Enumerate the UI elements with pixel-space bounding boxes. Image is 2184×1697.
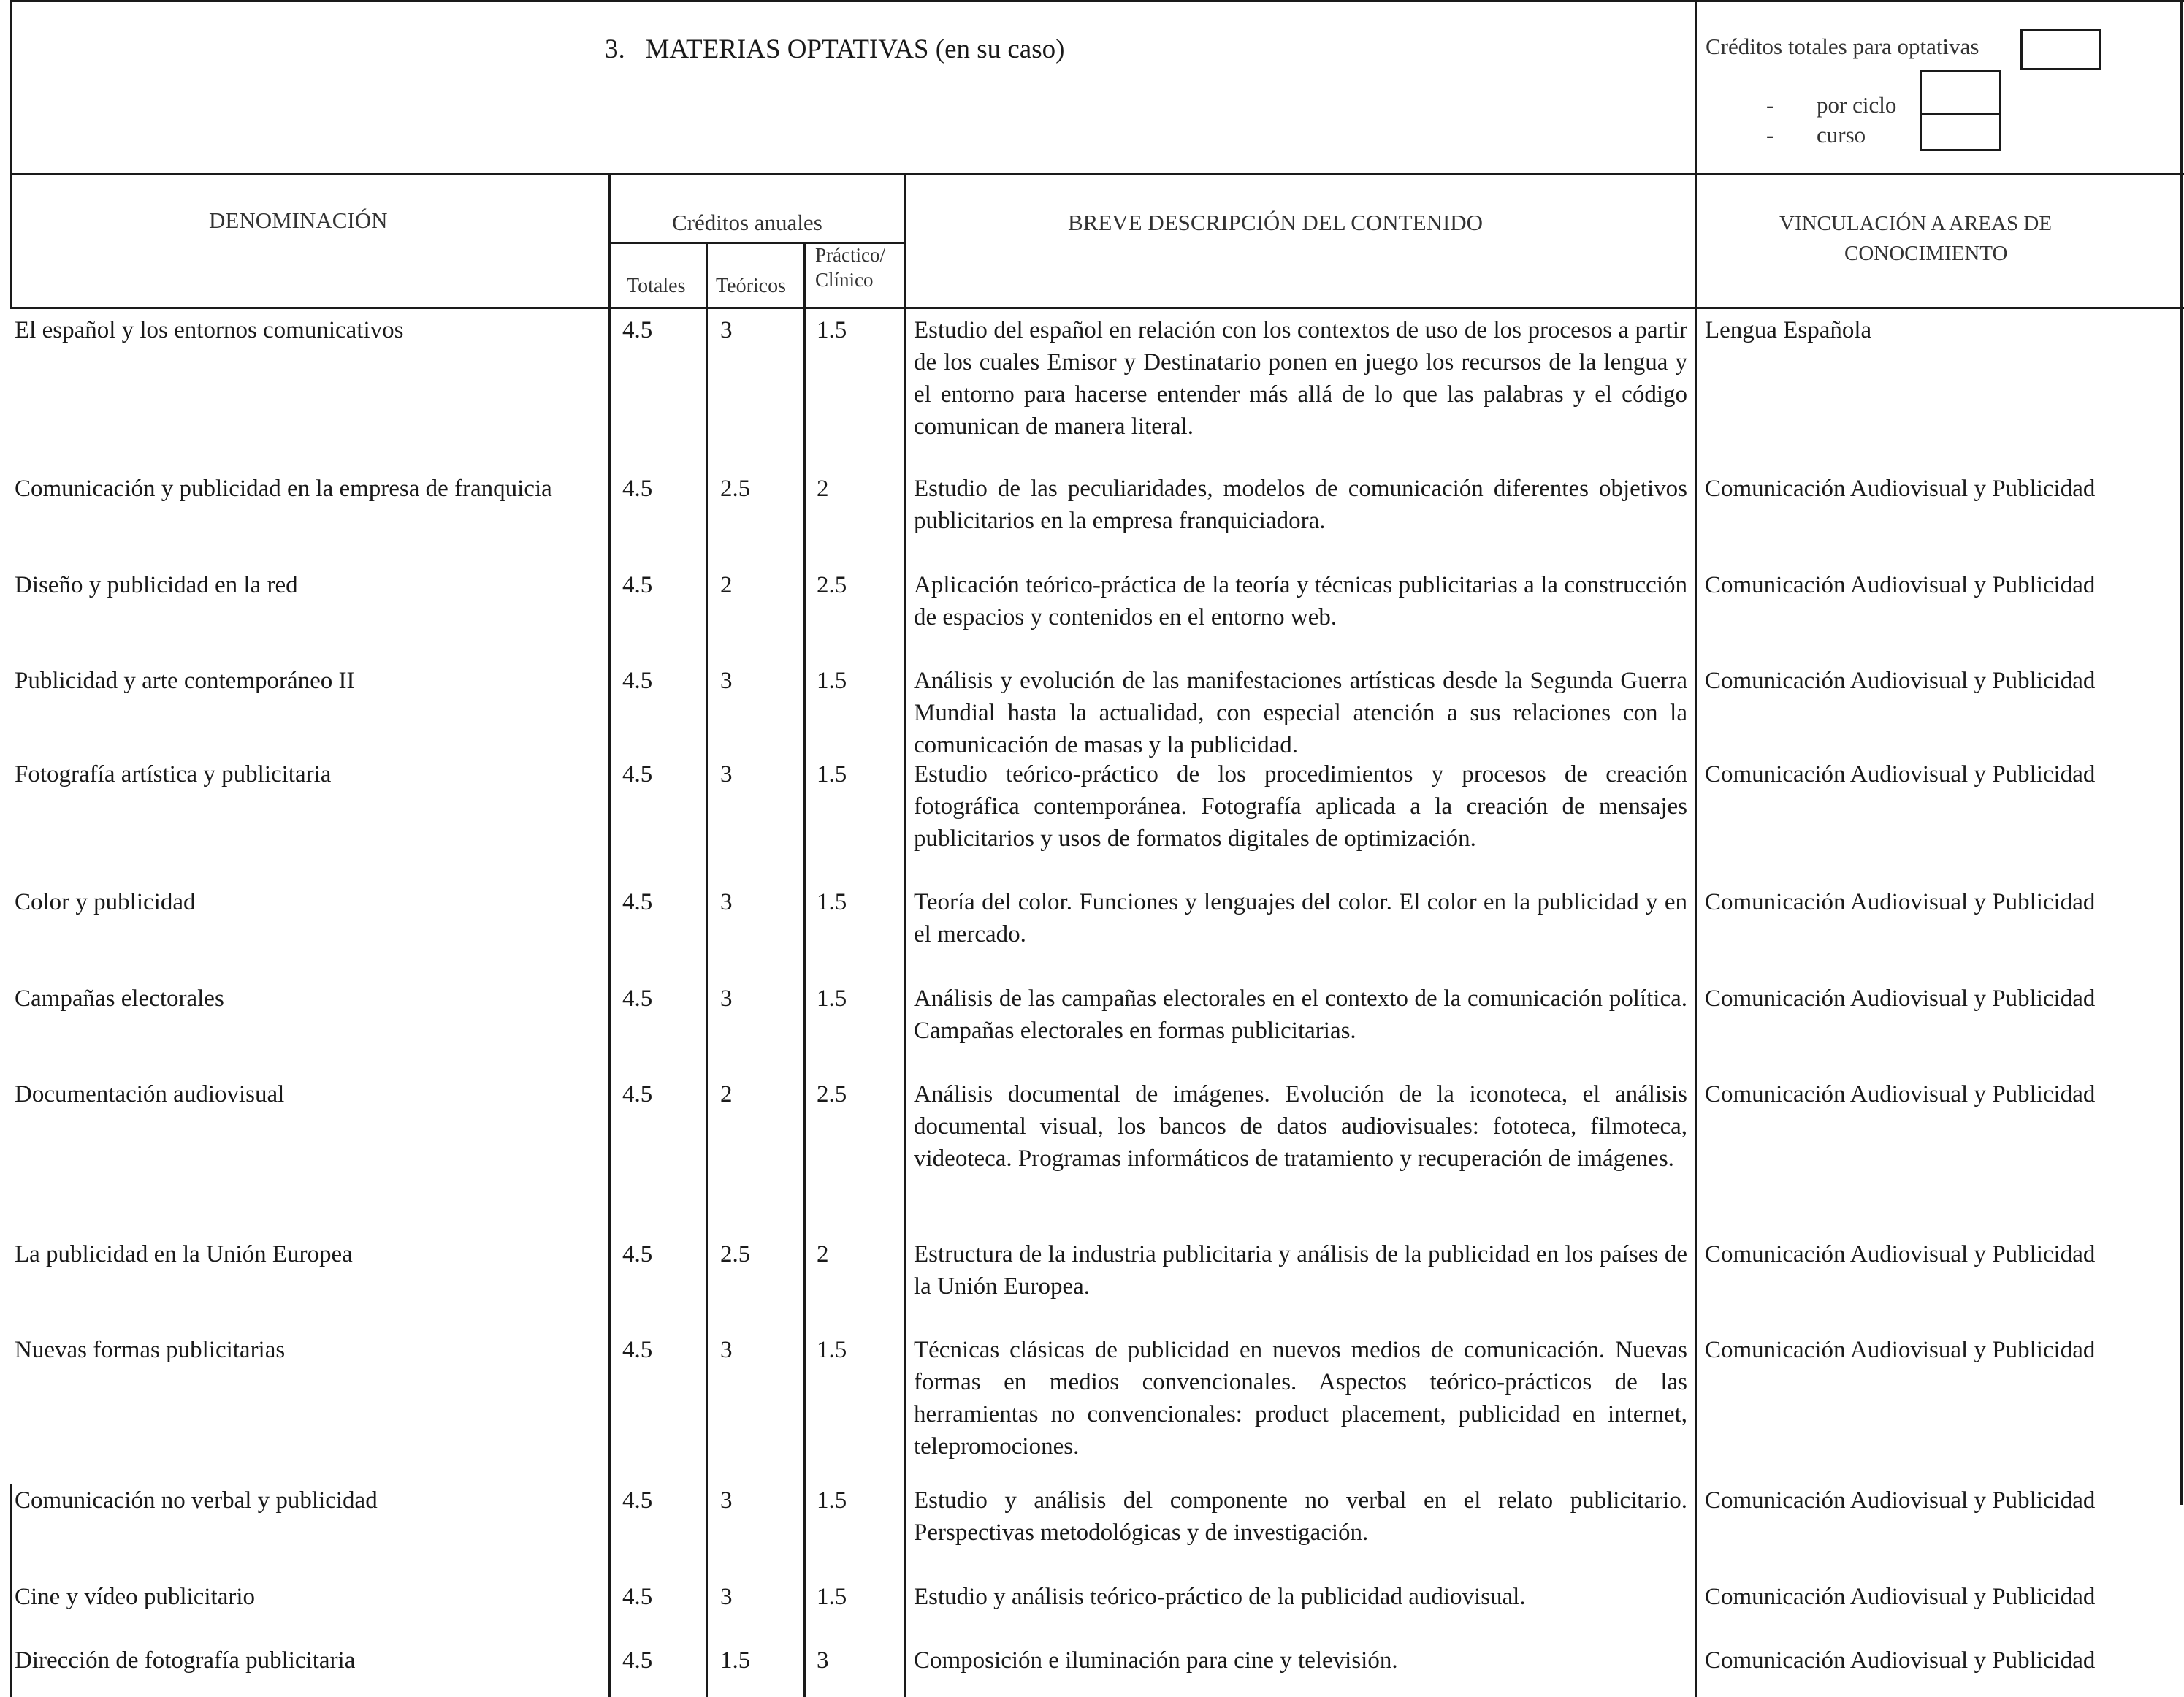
subject-description: Análisis documental de imágenes. Evolución de la iconoteca, el análisis documental visual, los bancos de datos audiovisuales: fototeca, filmoteca, videoteca. Programas informáticos de tratamiento y recuperación de imágenes.: [914, 1081, 1687, 1172]
header-descripcion: BREVE DESCRIPCIÓN DEL CONTENIDO: [1068, 210, 1484, 235]
credits-theory: 3: [720, 317, 733, 343]
rule-header-bottom: [10, 307, 2184, 309]
subject-description: Estudio y análisis teórico-práctico de la publicidad audiovisual.: [914, 1584, 1526, 1610]
credits-theory: 2: [720, 572, 733, 598]
knowledge-area: Comunicación Audiovisual y Publicidad: [1705, 1241, 2096, 1267]
rule-left-border: [10, 0, 12, 308]
subject-name: Campañas electorales: [15, 985, 224, 1012]
knowledge-area: Comunicación Audiovisual y Publicidad: [1705, 985, 2096, 1012]
header-creditos-anuales: Créditos anuales: [672, 210, 822, 235]
knowledge-area: Comunicación Audiovisual y Publicidad: [1705, 761, 2096, 788]
credits-theory: 3: [720, 1487, 733, 1514]
subject-description: Aplicación teórico-práctica de la teoría y técnicas publicitarias a la construcción de espacios y contenidos en el entorno web.: [914, 572, 1687, 630]
credits-total: 4.5: [622, 1241, 653, 1267]
credits-total: 4.5: [622, 889, 653, 915]
subject-name: Nuevas formas publicitarias: [15, 1337, 286, 1363]
credits-practice: 2: [817, 1241, 829, 1267]
credits-total: 4.5: [622, 1584, 653, 1610]
credits-practice: 3: [817, 1647, 829, 1674]
credits-total: 4.5: [622, 1081, 653, 1107]
rule-right-border: [2180, 0, 2183, 1505]
section-number: 3.: [605, 34, 625, 64]
credits-practice: 1.5: [817, 1584, 847, 1610]
credits-practice: 1.5: [817, 985, 847, 1012]
col-divider-description: [1695, 173, 1697, 1697]
knowledge-area: Comunicación Audiovisual y Publicidad: [1705, 1487, 2096, 1514]
knowledge-area: Comunicación Audiovisual y Publicidad: [1705, 1337, 2096, 1363]
section-title-text: MATERIAS OPTATIVAS (en su caso): [645, 34, 1065, 64]
credits-total: 4.5: [622, 476, 653, 502]
credits-theory: 3: [720, 668, 733, 694]
subject-name: Fotografía artística y publicitaria: [15, 761, 332, 788]
credits-practice: 1.5: [817, 668, 847, 694]
subject-description: Análisis y evolución de las manifestaciones artísticas desde la Segunda Guerra Mundial hasta la actualidad, con especial atención a sus relaciones con la comunicación de masas y la publicidad.: [914, 668, 1687, 758]
subject-name: Diseño y publicidad en la red: [15, 572, 298, 598]
credits-theory: 3: [720, 1584, 733, 1610]
credits-theory: 1.5: [720, 1647, 751, 1674]
credits-practice: 2.5: [817, 1081, 847, 1107]
col-divider-name: [608, 173, 611, 1697]
credits-practice: 1.5: [817, 889, 847, 915]
credits-practice: 2: [817, 476, 829, 502]
subject-name: Comunicación y publicidad en la empresa de franquicia: [15, 476, 552, 502]
header-practico-line1: Práctico/: [815, 244, 885, 266]
credits-practice: 2.5: [817, 572, 847, 598]
credits-total-input[interactable]: [2020, 29, 2101, 70]
subject-description: Estudio y análisis del componente no verbal en el relato publicitario. Perspectivas metodológicas y de investigación.: [914, 1487, 1687, 1546]
credits-practice: 1.5: [817, 761, 847, 788]
credits-theory: 3: [720, 985, 733, 1012]
credits-total-label: Créditos totales para optativas: [1706, 34, 1979, 59]
subject-description: Técnicas clásicas de publicidad en nuevos medios de comunicación. Nuevas formas en medios convencionales. Aspectos teórico-prácticos de las herramientas no convencionales: product placement, publicidad en internet, telepromociones.: [914, 1337, 1687, 1460]
knowledge-area: Comunicación Audiovisual y Publicidad: [1705, 668, 2096, 694]
subject-description: Estudio de las peculiaridades, modelos de comunicación diferentes objetivos publicitarios en la empresa franquiciadora.: [914, 476, 1687, 534]
per-cycle-input[interactable]: [1920, 70, 2001, 115]
subject-name: El español y los entornos comunicativos: [15, 317, 404, 343]
credits-theory: 2.5: [720, 1241, 751, 1267]
credits-total: 4.5: [622, 1647, 653, 1674]
course-input[interactable]: [1920, 113, 2001, 151]
header-teoricos: Teóricos: [716, 275, 787, 297]
rule-left-border-lower: [10, 1484, 12, 1697]
header-denominacion: DENOMINACIÓN: [209, 207, 388, 233]
subject-name: La publicidad en la Unión Europea: [15, 1241, 353, 1267]
knowledge-area: Comunicación Audiovisual y Publicidad: [1705, 1081, 2096, 1107]
subject-description: Teoría del color. Funciones y lenguajes del color. El color en la publicidad y en el mercado.: [914, 889, 1687, 947]
credits-theory: 2: [720, 1081, 733, 1107]
credits-practice: 1.5: [817, 317, 847, 343]
header-practico-line2: Clínico: [815, 269, 874, 291]
credits-total: 4.5: [622, 761, 653, 788]
header-vinculacion-line1: VINCULACIÓN A AREAS DE: [1779, 212, 2052, 235]
credits-total: 4.5: [622, 668, 653, 694]
knowledge-area: Lengua Española: [1705, 317, 1872, 343]
knowledge-area: Comunicación Audiovisual y Publicidad: [1705, 1647, 2096, 1674]
credits-theory: 3: [720, 889, 733, 915]
course-label: curso: [1817, 122, 1866, 148]
credits-theory: 2.5: [720, 476, 751, 502]
credits-total: 4.5: [622, 985, 653, 1012]
subject-description: Estudio del español en relación con los contextos de uso de los procesos a partir de los cuales Emisor y Destinatario ponen en juego los recursos de la lengua y el entorno para hacerse entender más allá de lo que las palabras y el código comunican de manera literal.: [914, 317, 1687, 440]
dash-course: -: [1766, 122, 1774, 148]
rule-section-bottom: [10, 173, 2184, 175]
credits-total: 4.5: [622, 1337, 653, 1363]
subject-description: Composición e iluminación para cine y televisión.: [914, 1647, 1398, 1674]
header-totales: Totales: [627, 275, 686, 297]
credits-theory: 3: [720, 761, 733, 788]
section-title: [605, 34, 1064, 65]
credits-total: 4.5: [622, 572, 653, 598]
header-vinculacion-line2: CONOCIMIENTO: [1844, 242, 2008, 265]
credits-total: 4.5: [622, 1487, 653, 1514]
subject-name: Documentación audiovisual: [15, 1081, 285, 1107]
knowledge-area: Comunicación Audiovisual y Publicidad: [1705, 1584, 2096, 1610]
dash-per-cycle: -: [1766, 92, 1774, 118]
per-cycle-label: por ciclo: [1817, 92, 1897, 118]
col-divider-teoricos: [803, 242, 806, 1697]
subject-description: Estructura de la industria publicitaria y análisis de la publicidad en los países de la Unión Europea.: [914, 1241, 1687, 1300]
col-divider-practicos: [904, 173, 906, 1697]
credits-practice: 1.5: [817, 1487, 847, 1514]
subject-name: Cine y vídeo publicitario: [15, 1584, 256, 1610]
subject-name: Color y publicidad: [15, 889, 196, 915]
subject-name: Dirección de fotografía publicitaria: [15, 1647, 356, 1674]
credits-total: 4.5: [622, 317, 653, 343]
credits-practice: 1.5: [817, 1337, 847, 1363]
knowledge-area: Comunicación Audiovisual y Publicidad: [1705, 572, 2096, 598]
subject-description: Análisis de las campañas electorales en el contexto de la comunicación política. Campañas electorales en formas publicitarias.: [914, 985, 1687, 1044]
rule-top: [10, 0, 2184, 2]
credits-theory: 3: [720, 1337, 733, 1363]
subject-name: Comunicación no verbal y publicidad: [15, 1487, 378, 1514]
knowledge-area: Comunicación Audiovisual y Publicidad: [1705, 476, 2096, 502]
col-divider-totales: [706, 242, 708, 1697]
rule-section-divider: [1695, 0, 1697, 175]
subject-name: Publicidad y arte contemporáneo II: [15, 668, 355, 694]
subject-description: Estudio teórico-práctico de los procedimientos y procesos de creación fotográfica contemporánea. Fotografía aplicada a la creación de mensajes publicitarios y usos de formatos digitales de optimización.: [914, 761, 1687, 852]
knowledge-area: Comunicación Audiovisual y Publicidad: [1705, 889, 2096, 915]
